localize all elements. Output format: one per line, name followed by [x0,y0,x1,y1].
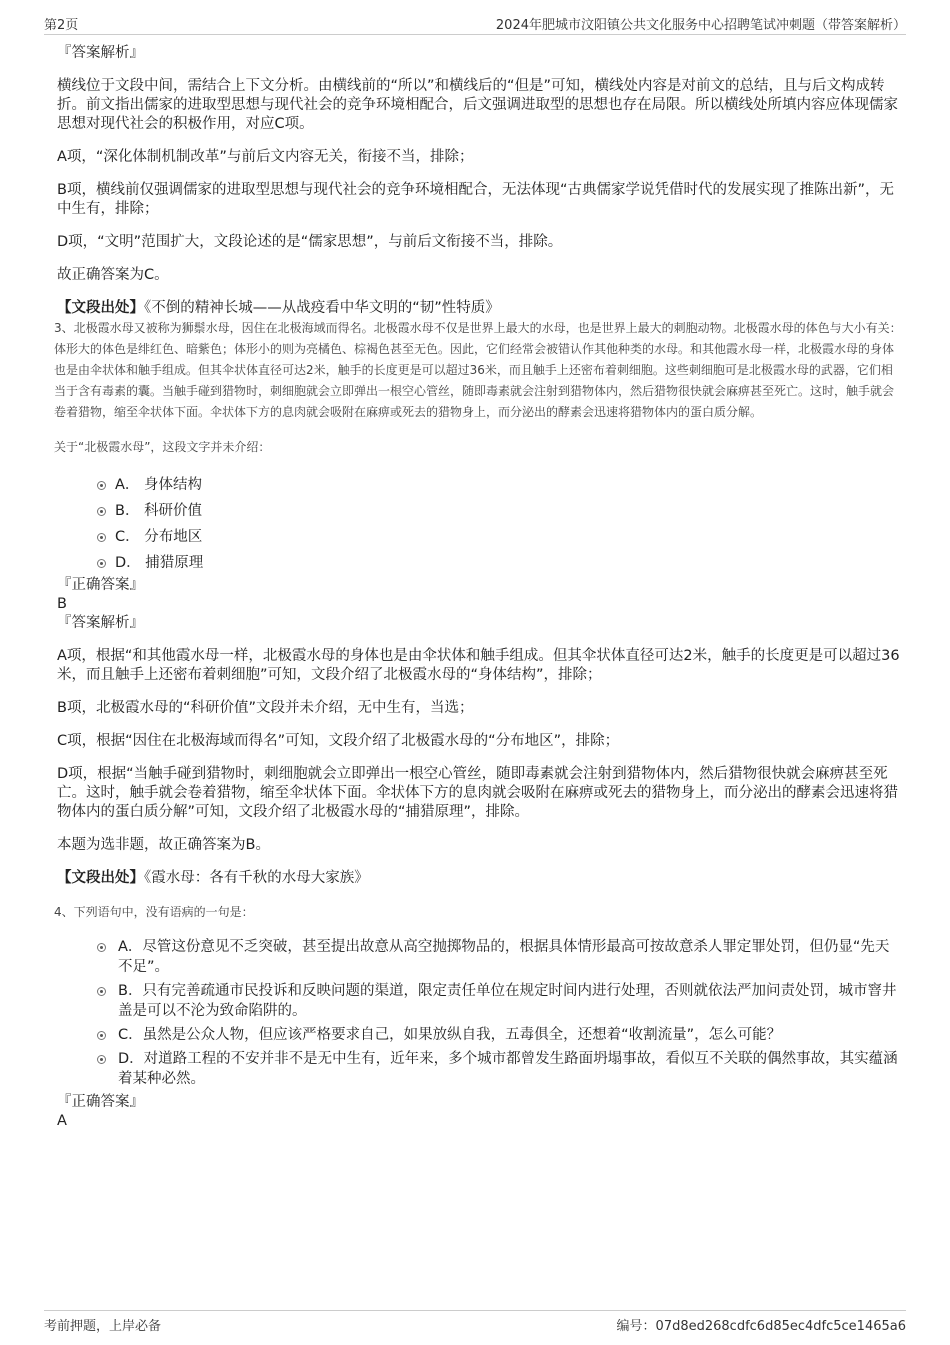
q3-options [57,472,902,576]
q3-question: 关于“北极霞水母”，这段文字并未介绍： [54,440,271,454]
option-text: 科研价值 [144,503,203,519]
option-text: 虽然是公众人物，但应该严格要求自己，如果放纵自我，五毒俱全，还想着“收割流量”，怎么可能？ [142,1027,782,1043]
page-footer [44,1310,906,1337]
q2-source [57,299,902,318]
option-text: 只有完善疏通市民投诉和反映问题的渠道，限定责任单位在规定时间内进行处理，否则就依法严加问责处罚，城市窨井盖是可以不沦为致命陷阱的。 [118,983,897,1019]
footer-code [617,1315,906,1334]
footer-code-label: 编号： [616,1319,656,1334]
q3-source-label: 【文段出处】 [57,870,144,886]
q2-analysis-d: D项，“文明”范围扩大，文段论述的是“儒家思想”，与前后文衔接不当，排除。 [57,234,563,250]
option-letter: C． [115,529,140,545]
q2-source-label: 【文段出处】 [57,300,144,316]
q2-analysis-b: B项，横线前仅强调儒家的进取型思想与现代社会的竞争环境相配合，无法体现“古典儒家学说凭借时代的发展实现了推陈出新”，无中生有，排除； [57,182,894,217]
option-letter: D． [115,555,141,571]
footer-slogan: 考前押题，上岸必备 [44,1319,162,1334]
option-letter: C． [118,1027,143,1043]
option-text: 身体结构 [144,477,203,493]
radio-icon[interactable] [97,559,106,568]
q3-option-c[interactable] [57,524,902,550]
q4-option-b[interactable] [57,981,902,1021]
q2-analysis-a: A项，“深化体制机制改革”与前后文内容无关，衔接不当，排除； [57,149,474,165]
q3-analysis-c: C项，根据“因住在北极海域而得名”可知，文段介绍了北极霞水母的“分布地区”，排除； [57,733,620,749]
q4-option-d[interactable] [57,1049,902,1089]
q3-option-d[interactable] [57,550,902,576]
radio-icon[interactable] [97,507,106,516]
q4-answer: A [57,1113,67,1129]
q2-analysis-title: 『答案解析』 [57,45,144,61]
option-letter: B． [118,983,143,999]
q3-source-text: 《霞水母：各有千秋的水母大家族》 [144,870,369,886]
option-text: 分布地区 [144,529,203,545]
page-number: 第2页 [44,18,79,33]
footer-code-value: 07d8ed268cdfc6d85ec4dfc5ce1465a6 [655,1319,906,1334]
q2-analysis-main: 横线位于文段中间，需结合上下文分析。由横线前的“所以”和横线后的“但是”可知，横线处内容是对前文的总结，且与后文构成转折。前文指出儒家的进取型思想与现代社会的竞争环境相配合，后文强调进取型的思想也存在局限。所以横线处所填内容应体现儒家思想对现代社会的积极作用，对应C项。 [57,78,898,132]
radio-icon[interactable] [97,1031,106,1040]
option-text: 尽管这份意见不乏突破，甚至提出故意从高空抛掷物品的，根据具体情形最高可按故意杀人罪定罪处罚，但仍显“先天不足”。 [118,939,890,975]
radio-icon[interactable] [97,533,106,542]
radio-icon[interactable] [97,1055,106,1064]
q4-stem: 4、下列语句中，没有语病的一句是： [54,905,254,919]
radio-icon[interactable] [97,987,106,996]
q2-source-text: 《不倒的精神长城——从战疫看中华文明的“韧”性特质》 [144,300,500,316]
option-text: 捕猎原理 [145,555,204,571]
q3-conclusion: 本题为选非题，故正确答案为B。 [57,837,270,853]
option-text: 对道路工程的不安并非不是无中生有，近年来，多个城市都曾发生路面坍塌事故，看似互不关联的偶然事故，其实蕴涵着某种必然。 [118,1051,898,1087]
option-letter: A． [118,939,143,955]
q4-option-a[interactable] [57,937,902,977]
q3-stem: 3、北极霞水母又被称为狮鬃水母，因住在北极海域而得名。北极霞水母不仅是世界上最大的水母，也是世界上最大的刺胞动物。北极霞水母的体色与大小有关：体形大的体色是绯红色、暗紫色；体形小的则为亮橘色、棕褐色甚至无色。因此，它们经常会被错认作其他种类的水母。和其他霞水母一样，北极霞水母的身体也是由伞状体和触手组成。但其伞状体直径可达2米，触手的长度更是可以超过36米，而且触手上还密布着刺细胞。这些刺细胞可是北极霞水母的武器，它们相当于含有毒素的囊。当触手碰到猎物时，刺细胞就会立即弹出一根空心管丝，随即毒素就会注射到猎物体内，然后猎物很快就会麻痹甚至死亡。这时，触手就会卷着猎物，缩至伞状体下面。伞状体下方的息肉就会吸附在麻痹或死去的猎物身上，而分泌出的酵素会迅速将猎物体内的蛋白质分解。 [54,321,902,419]
q3-analysis-a: A项，根据“和其他霞水母一样，北极霞水母的身体也是由伞状体和触手组成。但其伞状体直径可达2米，触手的长度更是可以超过36米，而且触手上还密布着刺细胞”可知，文段介绍了北极霞水母的“身体结构”，排除； [57,648,900,683]
option-letter: D． [118,1051,144,1067]
option-letter: A． [115,477,140,493]
q4-answer-title: 『正确答案』 [57,1094,144,1110]
q3-analysis-b: B项，北极霞水母的“科研价值”文段并未介绍，无中生有，当选； [57,700,474,716]
q3-answer: B [57,596,67,612]
q3-source [57,869,902,888]
radio-icon[interactable] [97,481,106,490]
q2-conclusion: 故正确答案为C。 [57,267,169,283]
page-header [44,14,906,35]
q3-answer-title: 『正确答案』 [57,577,144,593]
q3-option-b[interactable] [57,498,902,524]
q3-analysis-d: D项，根据“当触手碰到猎物时，刺细胞就会立即弹出一根空心管丝，随即毒素就会注射到猎物体内，然后猎物很快就会麻痹甚至死亡。这时，触手就会卷着猎物，缩至伞状体下面。伞状体下方的息肉就会吸附在麻痹或死去的猎物身上，而分泌出的酵素会迅速将猎物体内的蛋白质分解”可知，文段介绍了北极霞水母的“捕猎原理”，排除。 [57,766,898,820]
q4-options [57,937,902,1089]
q3-analysis-title: 『答案解析』 [57,615,144,631]
q3-option-a[interactable] [57,472,902,498]
document-title: 2024年肥城市汶阳镇公共文化服务中心招聘笔试冲刺题（带答案解析） [495,18,906,33]
option-letter: B． [115,503,140,519]
q4-option-c[interactable] [57,1025,902,1045]
radio-icon[interactable] [97,943,106,952]
page-content [54,44,902,1131]
